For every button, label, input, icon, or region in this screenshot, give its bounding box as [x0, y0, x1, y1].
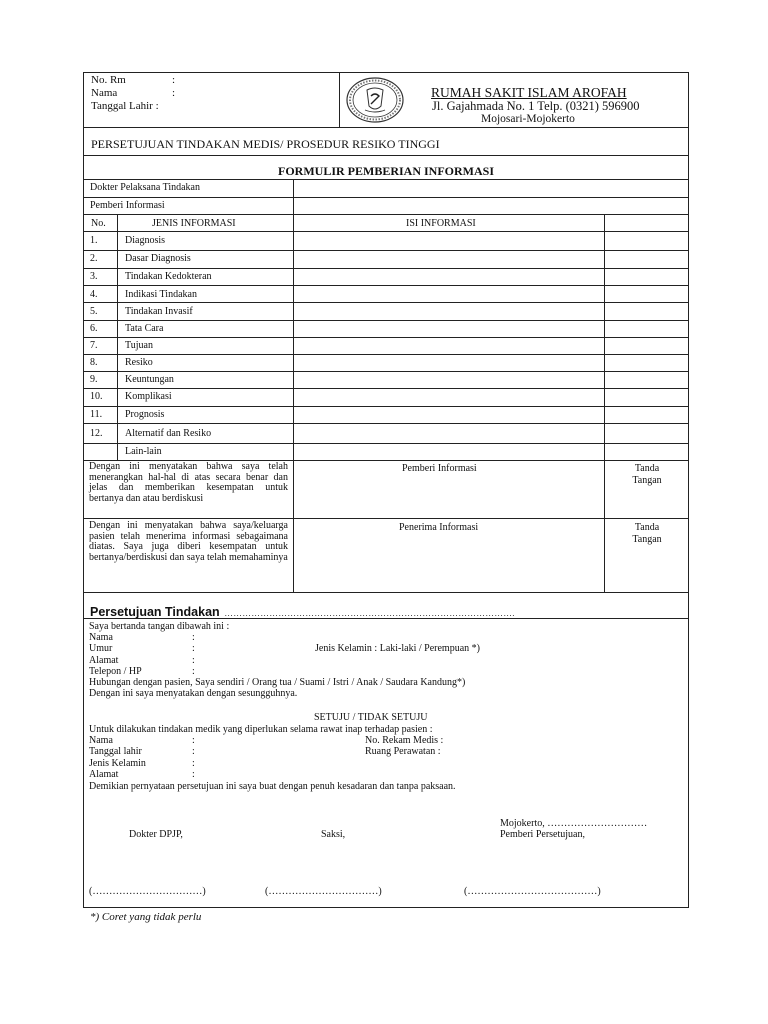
patient-nama: Nama: [89, 735, 113, 746]
field-nama: Nama: [89, 632, 113, 643]
sign-blank-consenter: (…………………………………): [464, 886, 601, 897]
statement-giver-role: Pemberi Informasi: [402, 463, 477, 474]
signer-consenter: Pemberi Persetujuan,: [500, 829, 585, 840]
gender-field: Jenis Kelamin : Laki-laki / Perempuan *): [315, 643, 480, 654]
info-giver-label: Pemberi Informasi: [90, 200, 165, 211]
row-line: [83, 406, 689, 407]
hospital-address: Jl. Gajahmada No. 1 Telp. (0321) 596900: [432, 99, 640, 113]
header-divider: [339, 72, 340, 128]
row-line: [83, 443, 689, 444]
agree-choice: SETUJU / TIDAK SETUJU: [314, 712, 428, 723]
row-label: Lain-lain: [125, 446, 162, 457]
row-label: Tata Cara: [125, 323, 164, 334]
signer-witness: Saksi,: [321, 829, 346, 840]
statement-giver: Dengan ini menyatakan bahwa saya telah menerangkan hal-hal di atas secara benar dan jelas dan memberikan kesempatan untuk bertanya dan atau berdiskusi: [89, 461, 288, 504]
signer-doctor: Dokter DPJP,: [129, 829, 183, 840]
field-colon: :: [192, 632, 195, 643]
row-line: [83, 518, 689, 519]
row-label: Alternatif dan Resiko: [125, 428, 212, 439]
row-line: [83, 268, 689, 269]
row-no: 6.: [90, 323, 98, 334]
field-telepon: Telepon / HP: [89, 666, 142, 677]
field-alamat: Alamat: [89, 655, 119, 666]
col-header-no: No.: [91, 218, 106, 229]
row-line: [83, 320, 689, 321]
row-label: Indikasi Tindakan: [125, 289, 197, 300]
row-label: Tindakan Invasif: [125, 306, 193, 317]
row-no: 7.: [90, 340, 98, 351]
col-line: [117, 214, 118, 460]
consent-intro: Saya bertanda tangan dibawah ini :: [89, 621, 230, 632]
statement-receiver-role: Penerima Informasi: [399, 522, 479, 533]
field-colon: :: [192, 769, 195, 780]
colon-no-rm: :: [172, 74, 176, 86]
row-no: 12.: [90, 428, 103, 439]
row-line: [83, 337, 689, 338]
patient-jenis-kelamin: Jenis Kelamin: [89, 758, 146, 769]
relation-line: Hubungan dengan pasien, Saya sendiri / Orang tua / Suami / Istri / Anak / Saudara Kandung*): [89, 677, 466, 688]
for-action-line: Untuk dilakukan tindakan medik yang diperlukan selama rawat inap terhadap pasien :: [89, 724, 433, 735]
sign-blank-doctor: (……………………………): [89, 886, 206, 897]
col-header-content: ISI INFORMASI: [406, 218, 476, 229]
sign-label-1: Tanda: [634, 463, 660, 474]
sign-label-2: Tanda: [634, 522, 660, 533]
ward: Ruang Perawatan :: [365, 746, 441, 757]
consent-body-box: [83, 618, 689, 908]
place-date: Mojokerto, …………………………: [500, 818, 648, 829]
label-tanggal-lahir: Tanggal Lahir :: [91, 100, 159, 112]
consent-heading-dots: …………………………………………………………………………………….: [224, 608, 515, 618]
row-no: 1.: [90, 235, 98, 246]
colon-nama: :: [172, 87, 176, 99]
field-umur: Umur: [89, 643, 113, 654]
row-label: Diagnosis: [125, 235, 165, 246]
row-label: Prognosis: [125, 409, 165, 420]
hospital-seal-icon: [345, 76, 405, 124]
hospital-name: RUMAH SAKIT ISLAM AROFAH: [431, 85, 627, 100]
row-line: [83, 214, 689, 215]
field-colon: :: [192, 643, 195, 654]
field-colon: :: [192, 735, 195, 746]
consent-heading-text: Persetujuan Tindakan: [90, 605, 220, 619]
row-no: 10.: [90, 391, 103, 402]
row-line: [83, 250, 689, 251]
row-no: 5.: [90, 306, 98, 317]
doctor-label: Dokter Pelaksana Tindakan: [90, 182, 200, 193]
row-line: [83, 354, 689, 355]
hospital-city: Mojosari-Mojokerto: [481, 113, 575, 125]
field-colon: :: [192, 655, 195, 666]
row-label: Komplikasi: [125, 391, 172, 402]
col-header-type: JENIS INFORMASI: [152, 218, 236, 229]
row-line: [83, 423, 689, 424]
label-nama: Nama: [91, 87, 118, 99]
label-no-rm: No. Rm: [91, 74, 126, 86]
form-title: FORMULIR PEMBERIAN INFORMASI: [278, 164, 494, 178]
sign-label-1b: Tangan: [632, 475, 662, 486]
row-label: Resiko: [125, 357, 153, 368]
footnote: *) Coret yang tidak perlu: [90, 911, 202, 923]
closing-line: Demikian pernyataan persetujuan ini saya buat dengan penuh kesadaran dan tanpa paksaan.: [89, 781, 456, 792]
row-line: [83, 371, 689, 372]
row-label: Tindakan Kedokteran: [125, 271, 212, 282]
row-no: 11.: [90, 409, 103, 420]
row-line: [83, 388, 689, 389]
row-line: [83, 197, 689, 198]
row-no: 8.: [90, 357, 98, 368]
patient-tanggal-lahir: Tanggal lahir: [89, 746, 142, 757]
field-colon: :: [192, 666, 195, 677]
row-line: [83, 231, 689, 232]
sign-blank-witness: (……………………………): [265, 886, 382, 897]
col-line: [293, 214, 294, 593]
row-no: 9.: [90, 374, 98, 385]
statement-receiver: Dengan ini menyatakan bahwa saya/keluarga pasien telah menerima informasi sebagaimana diatas. Saya juga diberi kesempatan untuk bertanya/berdiskusi dan saya telah memahaminya: [89, 520, 288, 563]
declare-line: Dengan ini saya menyatakan dengan sesungguhnya.: [89, 688, 298, 699]
col-line: [293, 179, 294, 214]
sign-label-2b: Tangan: [632, 534, 662, 545]
record-no: No. Rekam Medis :: [365, 735, 444, 746]
row-line: [83, 302, 689, 303]
patient-alamat: Alamat: [89, 769, 119, 780]
row-line: [83, 285, 689, 286]
row-no: 2.: [90, 253, 98, 264]
row-label: Keuntungan: [125, 374, 174, 385]
row-no: 3.: [90, 271, 98, 282]
row-no: 4.: [90, 289, 98, 300]
consent-title: PERSETUJUAN TINDAKAN MEDIS/ PROSEDUR RESIKO TINGGI: [91, 137, 440, 151]
field-colon: :: [192, 758, 195, 769]
field-colon: :: [192, 746, 195, 757]
row-label: Tujuan: [125, 340, 153, 351]
row-label: Dasar Diagnosis: [125, 253, 191, 264]
